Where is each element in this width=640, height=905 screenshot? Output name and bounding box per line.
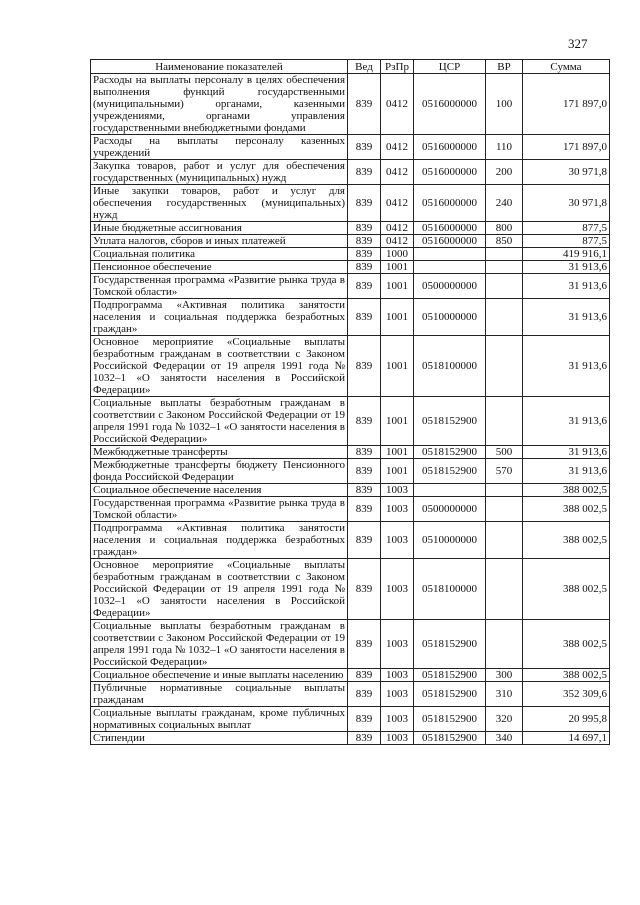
- cell-name: Уплата налогов, сборов и иных платежей: [91, 235, 348, 248]
- cell-ved: 839: [348, 222, 381, 235]
- cell-sum: 31 913,6: [523, 459, 610, 484]
- cell-vr: 200: [486, 160, 523, 185]
- table-row: [91, 522, 610, 559]
- cell-csr: 0516000000: [414, 74, 486, 135]
- cell-vr: [486, 397, 523, 446]
- cell-name: Основное мероприятие «Социальные выплаты безработным гражданам в соответствии с Законом Российской Федерации от 19 апреля 1991 года № 1032–1 «О занятости населения в Российской Федерации»: [91, 336, 348, 397]
- cell-ved: 839: [348, 261, 381, 274]
- cell-vr: [486, 497, 523, 522]
- cell-sum: 31 913,6: [523, 299, 610, 336]
- cell-ved: 839: [348, 160, 381, 185]
- header-rzpr: РзПр: [381, 60, 414, 74]
- table-row: [91, 484, 610, 497]
- table-row: [91, 222, 610, 235]
- cell-rzpr: 0412: [381, 235, 414, 248]
- cell-csr: 0518152900: [414, 620, 486, 669]
- table-row: [91, 261, 610, 274]
- cell-rzpr: 0412: [381, 185, 414, 222]
- cell-rzpr: 1003: [381, 620, 414, 669]
- cell-sum: 31 913,6: [523, 274, 610, 299]
- cell-csr: 0518152900: [414, 732, 486, 745]
- table-row: [91, 446, 610, 459]
- table-row: [91, 274, 610, 299]
- cell-vr: [486, 484, 523, 497]
- header-name: Наименование показателей: [91, 60, 348, 74]
- cell-name: Подпрограмма «Активная политика занятости населения и социальная поддержка безработных граждан»: [91, 299, 348, 336]
- cell-vr: 240: [486, 185, 523, 222]
- cell-name: Социальное обеспечение и иные выплаты населению: [91, 669, 348, 682]
- cell-csr: [414, 484, 486, 497]
- cell-ved: 839: [348, 459, 381, 484]
- cell-name: Государственная программа «Развитие рынка труда в Томской области»: [91, 274, 348, 299]
- table-row: [91, 707, 610, 732]
- cell-ved: 839: [348, 707, 381, 732]
- cell-ved: 839: [348, 484, 381, 497]
- table-row: [91, 669, 610, 682]
- cell-vr: 800: [486, 222, 523, 235]
- cell-name: Расходы на выплаты персоналу в целях обеспечения выполнения функций государственными (муниципальными) органами, казенными учреждениями, органами управления государственными внебюджетными фондами: [91, 74, 348, 135]
- cell-sum: 31 913,6: [523, 336, 610, 397]
- cell-vr: 310: [486, 682, 523, 707]
- cell-sum: 20 995,8: [523, 707, 610, 732]
- cell-name: Социальная политика: [91, 248, 348, 261]
- cell-sum: 171 897,0: [523, 135, 610, 160]
- cell-rzpr: 0412: [381, 74, 414, 135]
- cell-ved: 839: [348, 732, 381, 745]
- cell-csr: 0516000000: [414, 235, 486, 248]
- cell-vr: 100: [486, 74, 523, 135]
- cell-ved: 839: [348, 74, 381, 135]
- cell-name: Социальные выплаты безработным гражданам в соответствии с Законом Российской Федерации от 19 апреля 1991 года № 1032–1 «О занятости населения в Российской Федерации»: [91, 620, 348, 669]
- cell-sum: 31 913,6: [523, 446, 610, 459]
- header-vr: ВР: [486, 60, 523, 74]
- cell-sum: 877,5: [523, 222, 610, 235]
- cell-ved: 839: [348, 682, 381, 707]
- cell-sum: 388 002,5: [523, 522, 610, 559]
- cell-rzpr: 1003: [381, 682, 414, 707]
- budget-table: [90, 59, 610, 745]
- cell-name: Межбюджетные трансферты: [91, 446, 348, 459]
- cell-ved: 839: [348, 274, 381, 299]
- cell-ved: 839: [348, 522, 381, 559]
- cell-vr: 300: [486, 669, 523, 682]
- cell-rzpr: 0412: [381, 135, 414, 160]
- cell-sum: 388 002,5: [523, 669, 610, 682]
- cell-vr: [486, 274, 523, 299]
- cell-ved: 839: [348, 135, 381, 160]
- cell-csr: 0516000000: [414, 222, 486, 235]
- cell-rzpr: 1001: [381, 459, 414, 484]
- cell-ved: 839: [348, 299, 381, 336]
- cell-csr: [414, 248, 486, 261]
- cell-csr: 0500000000: [414, 497, 486, 522]
- page-number: 327: [568, 36, 588, 51]
- cell-csr: 0518152900: [414, 669, 486, 682]
- cell-name: Публичные нормативные социальные выплаты гражданам: [91, 682, 348, 707]
- cell-rzpr: 1003: [381, 497, 414, 522]
- table-row: [91, 336, 610, 397]
- cell-sum: 388 002,5: [523, 559, 610, 620]
- cell-rzpr: 1003: [381, 707, 414, 732]
- cell-rzpr: 1003: [381, 669, 414, 682]
- table-row: [91, 459, 610, 484]
- cell-sum: 877,5: [523, 235, 610, 248]
- cell-name: Социальные выплаты безработным гражданам в соответствии с Законом Российской Федерации от 19 апреля 1991 года № 1032–1 «О занятости населения в Российской Федерации»: [91, 397, 348, 446]
- cell-sum: 31 913,6: [523, 261, 610, 274]
- cell-rzpr: 1003: [381, 732, 414, 745]
- cell-name: Государственная программа «Развитие рынка труда в Томской области»: [91, 497, 348, 522]
- cell-rzpr: 1003: [381, 559, 414, 620]
- table-row: [91, 248, 610, 261]
- cell-vr: 500: [486, 446, 523, 459]
- cell-ved: 839: [348, 620, 381, 669]
- cell-vr: [486, 522, 523, 559]
- cell-name: Иные бюджетные ассигнования: [91, 222, 348, 235]
- cell-sum: 14 697,1: [523, 732, 610, 745]
- cell-name: Расходы на выплаты персоналу казенных учреждений: [91, 135, 348, 160]
- cell-csr: 0518152900: [414, 459, 486, 484]
- cell-rzpr: 0412: [381, 160, 414, 185]
- header-sum: Сумма: [523, 60, 610, 74]
- cell-csr: 0518100000: [414, 559, 486, 620]
- cell-ved: 839: [348, 446, 381, 459]
- cell-ved: 839: [348, 336, 381, 397]
- cell-sum: 388 002,5: [523, 497, 610, 522]
- cell-vr: 570: [486, 459, 523, 484]
- table-row: [91, 497, 610, 522]
- cell-vr: [486, 248, 523, 261]
- cell-ved: 839: [348, 397, 381, 446]
- cell-vr: [486, 336, 523, 397]
- cell-sum: 171 897,0: [523, 74, 610, 135]
- cell-csr: 0510000000: [414, 522, 486, 559]
- cell-sum: 31 913,6: [523, 397, 610, 446]
- cell-csr: 0518152900: [414, 682, 486, 707]
- cell-csr: 0500000000: [414, 274, 486, 299]
- table-row: [91, 160, 610, 185]
- table-row: [91, 682, 610, 707]
- cell-csr: 0516000000: [414, 160, 486, 185]
- cell-rzpr: 1001: [381, 299, 414, 336]
- cell-vr: [486, 620, 523, 669]
- cell-name: Межбюджетные трансферты бюджету Пенсионного фонда Российской Федерации: [91, 459, 348, 484]
- cell-ved: 839: [348, 559, 381, 620]
- cell-rzpr: 0412: [381, 222, 414, 235]
- table-header-row: [91, 60, 610, 74]
- cell-rzpr: 1001: [381, 446, 414, 459]
- cell-vr: 320: [486, 707, 523, 732]
- table-row: [91, 299, 610, 336]
- cell-rzpr: 1001: [381, 397, 414, 446]
- table-row: [91, 235, 610, 248]
- table-body: [91, 74, 610, 745]
- cell-vr: 850: [486, 235, 523, 248]
- cell-ved: 839: [348, 497, 381, 522]
- cell-ved: 839: [348, 669, 381, 682]
- table-row: [91, 135, 610, 160]
- cell-vr: [486, 261, 523, 274]
- cell-vr: [486, 299, 523, 336]
- table-row: [91, 732, 610, 745]
- cell-name: Социальные выплаты гражданам, кроме публичных нормативных социальных выплат: [91, 707, 348, 732]
- cell-csr: 0518152900: [414, 397, 486, 446]
- cell-csr: 0518152900: [414, 446, 486, 459]
- cell-rzpr: 1000: [381, 248, 414, 261]
- table-row: [91, 74, 610, 135]
- cell-sum: 419 916,1: [523, 248, 610, 261]
- cell-csr: 0518152900: [414, 707, 486, 732]
- cell-name: Социальное обеспечение населения: [91, 484, 348, 497]
- cell-csr: [414, 261, 486, 274]
- cell-name: Основное мероприятие «Социальные выплаты безработным гражданам в соответствии с Законом Российской Федерации от 19 апреля 1991 года № 1032–1 «О занятости населения в Российской Федерации»: [91, 559, 348, 620]
- cell-ved: 839: [348, 235, 381, 248]
- cell-vr: 340: [486, 732, 523, 745]
- table-row: [91, 559, 610, 620]
- cell-rzpr: 1003: [381, 522, 414, 559]
- table-row: [91, 620, 610, 669]
- cell-name: Стипендии: [91, 732, 348, 745]
- cell-rzpr: 1001: [381, 274, 414, 299]
- cell-rzpr: 1001: [381, 261, 414, 274]
- cell-csr: 0516000000: [414, 135, 486, 160]
- cell-vr: 110: [486, 135, 523, 160]
- cell-csr: 0518100000: [414, 336, 486, 397]
- cell-sum: 352 309,6: [523, 682, 610, 707]
- cell-csr: 0516000000: [414, 185, 486, 222]
- cell-ved: 839: [348, 248, 381, 261]
- cell-rzpr: 1001: [381, 336, 414, 397]
- cell-name: Пенсионное обеспечение: [91, 261, 348, 274]
- cell-csr: 0510000000: [414, 299, 486, 336]
- table-row: [91, 185, 610, 222]
- cell-sum: 388 002,5: [523, 620, 610, 669]
- cell-name: Подпрограмма «Активная политика занятости населения и социальная поддержка безработных граждан»: [91, 522, 348, 559]
- cell-sum: 30 971,8: [523, 185, 610, 222]
- header-csr: ЦСР: [414, 60, 486, 74]
- header-ved: Вед: [348, 60, 381, 74]
- cell-rzpr: 1003: [381, 484, 414, 497]
- table-row: [91, 397, 610, 446]
- cell-name: Закупка товаров, работ и услуг для обеспечения государственных (муниципальных) нужд: [91, 160, 348, 185]
- cell-name: Иные закупки товаров, работ и услуг для обеспечения государственных (муниципальных) нужд: [91, 185, 348, 222]
- cell-sum: 388 002,5: [523, 484, 610, 497]
- cell-vr: [486, 559, 523, 620]
- cell-sum: 30 971,8: [523, 160, 610, 185]
- cell-ved: 839: [348, 185, 381, 222]
